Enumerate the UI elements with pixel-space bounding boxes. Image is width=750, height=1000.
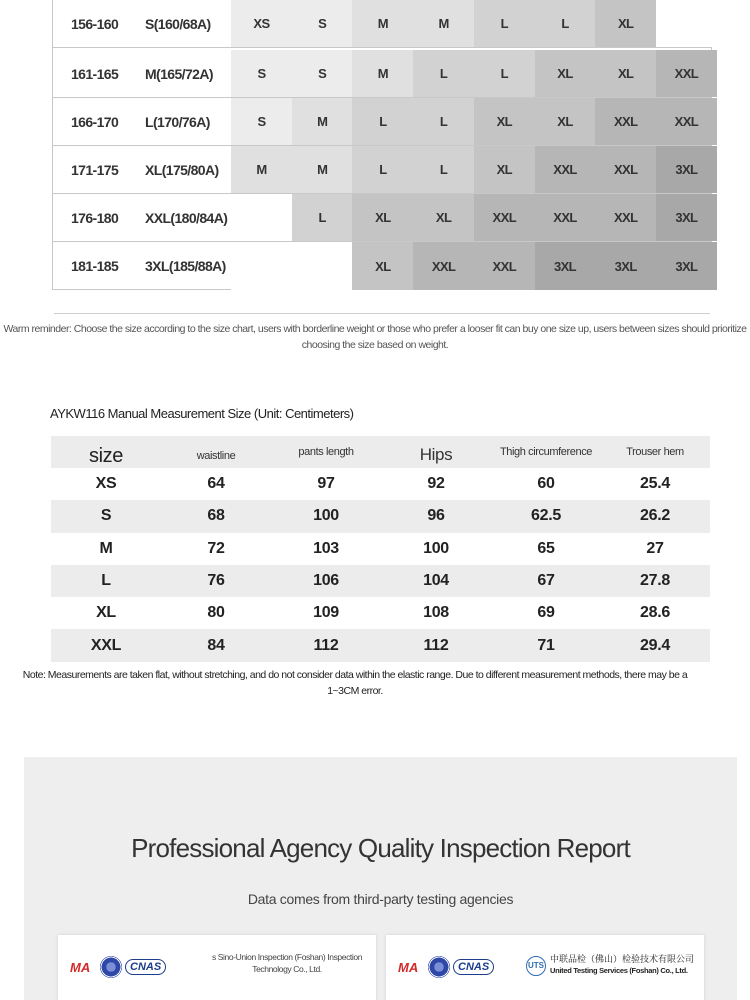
cell-trouser-hem: 27	[646, 539, 664, 557]
recommended-size-cell	[231, 194, 292, 241]
measurement-table-header	[51, 436, 710, 468]
height-range: 176-180	[71, 209, 119, 226]
cell-trouser-hem: 27.8	[640, 572, 670, 590]
body-size-label: S(160/68A)	[145, 15, 211, 32]
cell-waistline: 80	[207, 604, 225, 622]
recommended-size-cell	[231, 242, 292, 290]
cell-thigh: 67	[537, 572, 555, 590]
recommended-size-cell: M	[292, 146, 353, 193]
table-row	[51, 597, 710, 629]
recommended-size-cell: XL	[535, 98, 596, 145]
recommended-size-cell: XXL	[535, 146, 596, 193]
cell-trouser-hem: 29.4	[640, 636, 670, 654]
recommended-size-cell: XXL	[656, 50, 717, 97]
inspection-certificate-left[interactable]	[58, 935, 376, 1000]
recommended-size-cell: XXL	[474, 242, 535, 290]
measurement-table	[51, 436, 710, 662]
cell-waistline: 84	[207, 636, 225, 654]
recommended-size-cell: XL	[413, 194, 474, 241]
cell-thigh: 60	[537, 475, 555, 493]
header-trouser-hem: Trouser hem	[626, 445, 684, 458]
uts-logo-icon: UTS	[526, 956, 546, 976]
size-chart-row	[53, 194, 711, 242]
recommended-size-cell: XL	[535, 50, 596, 97]
recommended-size-cell: L	[413, 98, 474, 145]
recommended-size-cell: XXL	[595, 98, 656, 145]
cell-pants-length: 106	[313, 572, 339, 590]
certification-logos	[398, 955, 494, 979]
recommended-size-cell: S	[231, 98, 292, 145]
recommended-size-cell: 3XL	[535, 242, 596, 290]
recommended-size-cell: XL	[352, 242, 413, 290]
cell-pants-length: 112	[313, 636, 339, 654]
body-size-label: L(170/76A)	[145, 113, 210, 130]
cell-thigh: 65	[537, 539, 555, 557]
header-pants-length: pants length	[298, 445, 354, 458]
height-range: 166-170	[71, 113, 119, 130]
recommended-size-cell: XL	[595, 0, 656, 47]
recommended-size-cell: XL	[474, 146, 535, 193]
cell-thigh: 69	[537, 604, 555, 622]
recommended-size-cell: M	[413, 0, 474, 47]
header-size: size	[89, 444, 123, 467]
size-chart-row	[53, 0, 711, 48]
body-size-label: XXL(180/84A)	[145, 209, 228, 226]
cell-size: XXL	[90, 636, 122, 654]
recommended-size-cell: L	[413, 50, 474, 97]
recommended-size-cell: XXL	[595, 194, 656, 241]
recommended-size-cell: M	[292, 98, 353, 145]
recommended-size-cell: XS	[231, 0, 292, 47]
recommended-size-cell: 3XL	[656, 242, 717, 290]
uts-company	[526, 955, 694, 976]
ma-logo-icon: MA	[398, 959, 419, 975]
recommended-size-cell: L	[352, 146, 413, 193]
recommended-size-cell: XXL	[656, 98, 717, 145]
cell-size: XL	[96, 604, 116, 622]
size-chart-row	[53, 98, 711, 146]
recommended-size-cell: 3XL	[656, 146, 717, 193]
cell-trouser-hem: 26.2	[640, 507, 670, 525]
recommended-size-cell: XXL	[535, 194, 596, 241]
inspection-report-section	[24, 757, 737, 1000]
recommended-size-cell: XXL	[595, 146, 656, 193]
body-size-label: 3XL(185/88A)	[145, 258, 226, 274]
table-row	[51, 500, 710, 532]
body-size-label: M(165/72A)	[145, 65, 213, 82]
cell-waistline: 76	[207, 572, 225, 590]
cell-waistline: 68	[207, 507, 225, 525]
cell-thigh: 62.5	[531, 507, 561, 525]
cell-pants-length: 103	[313, 539, 339, 557]
cell-size: S	[100, 507, 112, 525]
size-chart-row	[53, 242, 711, 290]
recommended-size-cell: S	[292, 50, 353, 97]
height-range: 171-175	[71, 161, 119, 178]
cell-hips: 100	[423, 539, 449, 557]
cell-pants-length: 100	[313, 507, 339, 525]
cell-size: L	[101, 572, 111, 590]
cell-hips: 108	[423, 604, 449, 622]
cell-size: XS	[95, 475, 117, 493]
company-name-chinese: 中联品检（佛山）检验技术有限公司	[550, 955, 695, 965]
report-subtitle: Data comes from third-party testing agencies	[247, 891, 514, 907]
recommended-size-cell: L	[413, 146, 474, 193]
ma-logo-icon: MA	[70, 959, 91, 975]
certificate-company-name: s Sino-Union Inspection (Foshan) Inspection Technology Co., Ltd.	[211, 952, 363, 974]
table-row	[51, 468, 710, 500]
recommended-size-cell: XL	[352, 194, 413, 241]
recommended-size-cell: L	[292, 194, 353, 241]
header-hips: Hips	[419, 444, 453, 464]
cell-waistline: 64	[207, 475, 225, 493]
cell-trouser-hem: 28.6	[640, 604, 670, 622]
recommended-size-cell: M	[352, 0, 413, 47]
table-row	[51, 629, 710, 661]
cell-trouser-hem: 25.4	[640, 475, 670, 493]
table-row	[51, 533, 710, 565]
recommended-size-cell: M	[352, 50, 413, 97]
recommended-size-cell: XXL	[474, 194, 535, 241]
header-thigh-circumference: Thigh circumference	[499, 445, 593, 458]
recommended-size-cell	[656, 0, 717, 47]
warm-reminder-text: Warm reminder: Choose the size according to the size chart, users with borderline weight or those who prefer a looser fit can buy one size up, users between sizes should prioritize choosing the size based on weight.	[3, 323, 747, 351]
recommended-size-cell: XL	[474, 98, 535, 145]
measurement-table-title: AYKW116 Manual Measurement Size (Unit: Centimeters)	[50, 406, 354, 421]
measurement-note: Note: Measurements are taken flat, without stretching, and do not consider data within the elastic range. Due to different measurement methods, there may be a 1~3CM error.	[22, 669, 688, 697]
size-chart-table	[52, 0, 712, 290]
cell-hips: 92	[427, 475, 445, 493]
ilac-logo-icon	[100, 956, 122, 978]
cell-pants-length: 109	[313, 604, 339, 622]
cell-waistline: 72	[207, 539, 225, 557]
cell-hips: 112	[423, 636, 449, 654]
divider	[54, 313, 710, 314]
header-waistline: waistline	[196, 449, 236, 462]
height-range: 161-165	[71, 65, 119, 82]
ilac-logo-icon	[428, 956, 450, 978]
recommended-size-cell: M	[231, 146, 292, 193]
recommended-size-cell: L	[352, 98, 413, 145]
cnas-logo-icon: CNAS	[453, 959, 494, 975]
height-range: 156-160	[71, 15, 119, 32]
size-chart-row	[53, 50, 711, 98]
recommended-size-cell: L	[474, 50, 535, 97]
table-row	[51, 565, 710, 597]
recommended-size-cell: XL	[595, 50, 656, 97]
company-name-english: United Testing Services (Foshan) Co., Ltd.	[550, 966, 688, 975]
body-size-label: XL(175/80A)	[145, 161, 219, 178]
certification-logos	[70, 955, 166, 979]
recommended-size-cell: 3XL	[595, 242, 656, 290]
cell-size: M	[99, 539, 113, 557]
cnas-logo-icon: CNAS	[125, 959, 166, 975]
cell-hips: 96	[427, 507, 445, 525]
recommended-size-cell: S	[231, 50, 292, 97]
recommended-size-cell: 3XL	[656, 194, 717, 241]
cell-thigh: 71	[537, 636, 555, 654]
recommended-size-cell: XXL	[413, 242, 474, 290]
cell-pants-length: 97	[317, 475, 335, 493]
inspection-certificate-right[interactable]	[386, 935, 704, 1000]
size-chart-row	[53, 146, 711, 194]
recommended-size-cell: L	[535, 0, 596, 47]
recommended-size-cell	[292, 242, 353, 290]
report-title: Professional Agency Quality Inspection Report	[131, 833, 630, 863]
height-range: 181-185	[71, 258, 119, 274]
recommended-size-cell: S	[292, 0, 353, 47]
cell-hips: 104	[423, 572, 449, 590]
recommended-size-cell: L	[474, 0, 535, 47]
